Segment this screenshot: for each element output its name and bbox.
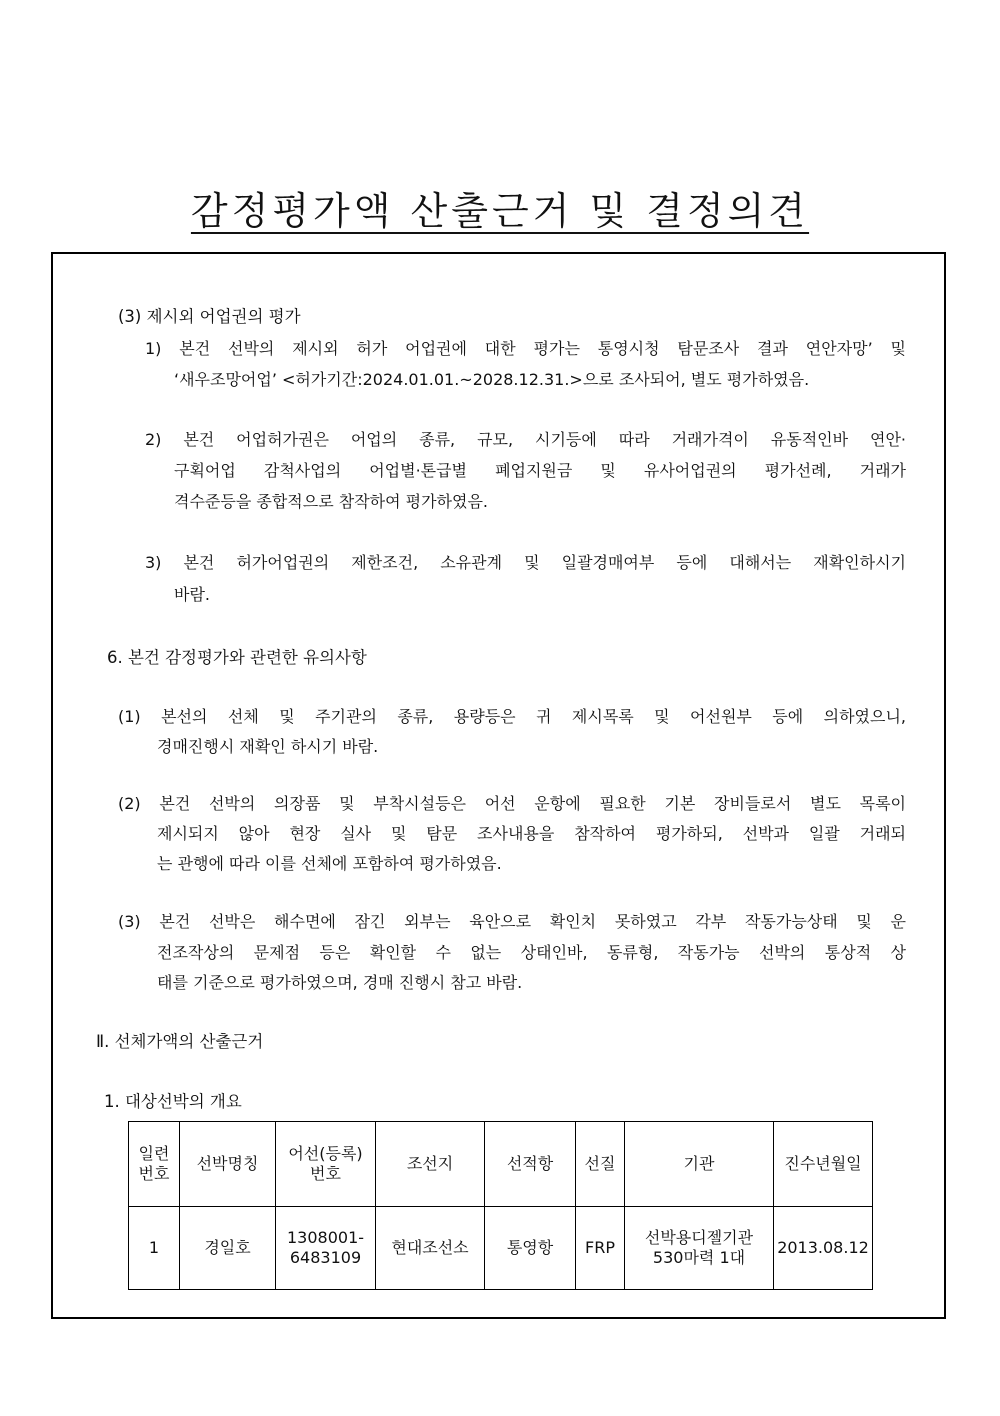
- header-cell: 선적항: [485, 1122, 576, 1207]
- page-title: [0, 180, 1000, 235]
- section-ii-heading: Ⅱ. 선체가액의 산출근거: [96, 1032, 264, 1051]
- paragraph-line: 2) 본건 어업허가권은 어업의 종류, 규모, 시기등에 따라 거래가격이 유동적인바 연안·: [145, 430, 906, 449]
- paragraph-line: 태를 기준으로 평가하였으며, 경매 진행시 참고 바람.: [157, 973, 523, 992]
- paragraph-line: 격수준등을 종합적으로 참작하여 평가하였음.: [174, 492, 489, 511]
- header-cell: 일련 번호: [129, 1122, 180, 1207]
- paragraph-line: ‘새우조망어업’ <허가기간:2024.01.01.~2028.12.31.>으로 조사되어, 별도 평가하였음.: [174, 370, 810, 389]
- section-3-heading: (3) 제시외 어업권의 평가: [118, 307, 301, 326]
- table-cell: 현대조선소: [376, 1207, 485, 1290]
- table-header-row: [129, 1122, 873, 1207]
- subsection-heading: 1. 대상선박의 개요: [104, 1092, 242, 1111]
- table-cell: 통영항: [485, 1207, 576, 1290]
- header-cell: 선박명칭: [180, 1122, 276, 1207]
- paragraph-line: (2) 본건 선박의 의장품 및 부착시설등은 어선 운항에 필요한 기본 장비들로서 별도 목록이: [118, 794, 906, 813]
- paragraph-line: 3) 본건 허가어업권의 제한조건, 소유관계 및 일괄경매여부 등에 대해서는 재확인하시기: [145, 553, 906, 572]
- table-cell: 1308001- 6483109: [276, 1207, 376, 1290]
- table-cell: 경일호: [180, 1207, 276, 1290]
- table-row: [129, 1207, 873, 1290]
- section-6-heading: 6. 본건 감정평가와 관련한 유의사항: [107, 648, 367, 667]
- paragraph-line: 전조작상의 문제점 등은 확인할 수 없는 상태인바, 동류형, 작동가능 선박의 통상적 상: [157, 943, 906, 962]
- paragraph-line: 제시되지 않아 현장 실사 및 탐문 조사내용을 참작하여 평가하되, 선박과 일괄 거래되: [157, 824, 906, 843]
- vessel-overview-table: [128, 1121, 873, 1290]
- paragraph-line: 1) 본건 선박의 제시외 허가 어업권에 대한 평가는 통영시청 탐문조사 결과 연안자망’ 및: [145, 339, 906, 358]
- paragraph-line: 는 관행에 따라 이를 선체에 포함하여 평가하였음.: [157, 854, 502, 873]
- table-cell: FRP: [576, 1207, 625, 1290]
- page-title-text: 감정평가액 산출근거 및 결정의견: [190, 189, 810, 233]
- paragraph-line: (3) 본건 선박은 해수면에 잠긴 외부는 육안으로 확인치 못하였고 각부 작동가능상태 및 운: [118, 912, 906, 931]
- table-cell: 1: [129, 1207, 180, 1290]
- table-cell: 2013.08.12: [774, 1207, 873, 1290]
- table-cell: 선박용디젤기관 530마력 1대: [625, 1207, 774, 1290]
- header-cell: 선질: [576, 1122, 625, 1207]
- paragraph-line: 구획어업 감척사업의 어업별·톤급별 폐업지원금 및 유사어업권의 평가선례, 거래가: [174, 461, 906, 480]
- paragraph-line: 경매진행시 재확인 하시기 바람.: [157, 737, 379, 756]
- header-cell: 조선지: [376, 1122, 485, 1207]
- paragraph-line: 바람.: [174, 585, 210, 604]
- paragraph-line: (1) 본선의 선체 및 주기관의 종류, 용량등은 귀 제시목록 및 어선원부 등에 의하였으니,: [118, 707, 906, 726]
- header-cell: 진수년월일: [774, 1122, 873, 1207]
- header-cell: 기관: [625, 1122, 774, 1207]
- header-cell: 어선(등록) 번호: [276, 1122, 376, 1207]
